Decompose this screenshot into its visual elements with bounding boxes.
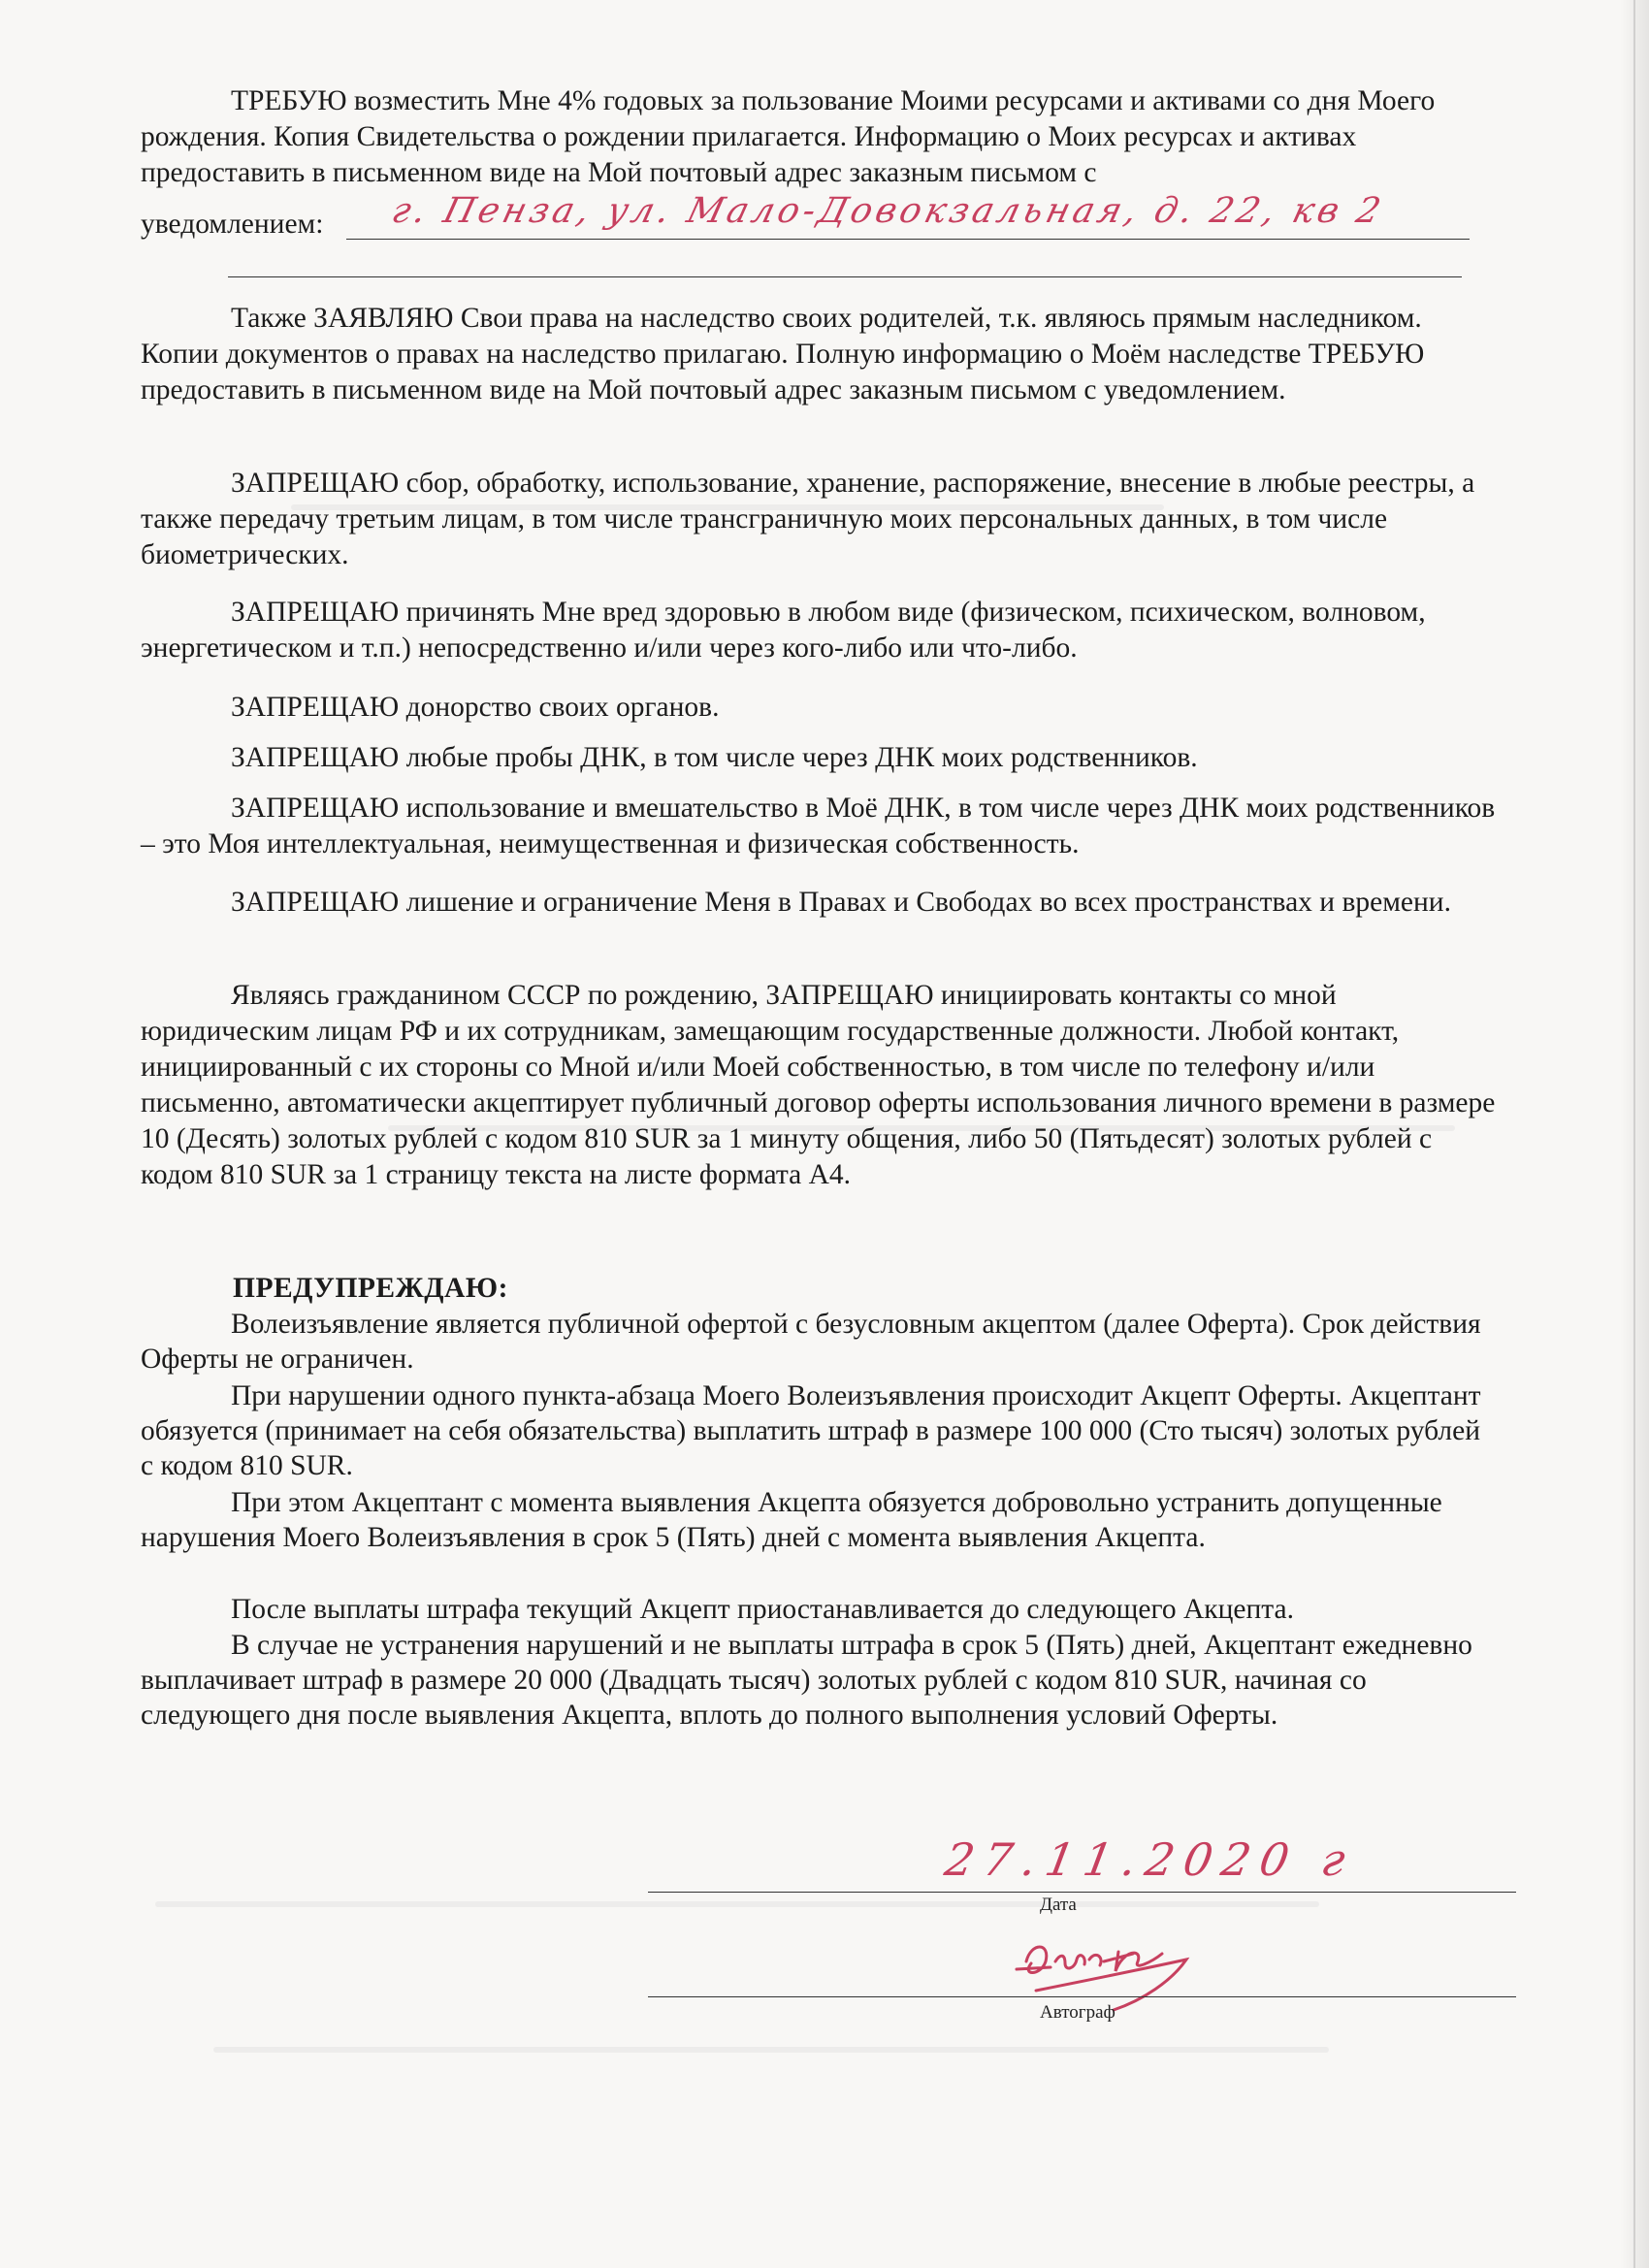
handwritten-date: 27.11.2020 г [941,1833,1360,1886]
warning-heading: ПРЕДУПРЕЖДАЮ: [233,1273,508,1304]
paragraph-inheritance: Также ЗАЯВЛЯЮ Свои права на наследство своих родителей, т.к. являюсь прямым наследником. Копии документов о правах на наследство прилагаю. Полную информацию о Моём наследстве ТРЕБУЮ предоставить в письменном виде на Мой почтовый адрес заказным письмом с уведомлением. [141,303,1425,405]
address-underline [346,239,1470,240]
paragraph-health: ЗАПРЕЩАЮ причинять Мне вред здоровью в любом виде (физическом, психическом, волновом, энергетическом и т.п.) непосредственно и/или через кого-либо или что-либо. [141,597,1426,664]
paragraph-personal-data: ЗАПРЕЩАЮ сбор, обработку, использование, хранение, распоряжение, внесение в любые реестры, а также передачу третьим лицам, в том числе трансграничную моих персональных данных, в том числе биометрических. [141,468,1475,570]
warning-offer: Волеизъявление является публичной офертой с безусловным акцептом (далее Оферта). Срок действия Оферты не ограничен. [141,1309,1481,1375]
handwritten-address: г. Пенза, ул. Мало-Довокзальная, д. 22, кв 2 [387,191,1389,231]
paragraph-ussr-contacts: Являясь гражданином СССР по рождению, ЗАПРЕЩАЮ инициировать контакты со мной юридическим лицам РФ и их сотрудникам, замещающим государственные должности. Любой контакт, инициированный с их стороны со Мной и/или Моей собственностью, в том числе по телефону и/или письменно, автоматически акцептирует публичный договор оферты использования личного времени в размере 10 (Десять) золотых рублей с кодом 810 SUR за 1 минуту общения, либо 50 (Пятьдесят) золотых рублей с кодом 810 SUR за 1 страницу текста на листе формата А4. [141,980,1496,1190]
warning-daily-fine: В случае не устранения нарушений и не выплаты штрафа в срок 5 (Пять) дней, Акцептант ежедневно выплачивает штраф в размере 20 000 (Двадцать тысяч) золотых рублей с кодом 810 SUR, начиная со следующего дня после выявления Акцепта, вплоть до полного выполнения условий Оферты. [141,1630,1472,1731]
address-row [141,191,1470,245]
page-edge-line [1633,0,1635,2268]
paragraph-dna-tests: ЗАПРЕЩАЮ любые пробы ДНК, в том числе через ДНК моих родственников. [231,742,1198,773]
autograph-caption: Автограф [1040,2002,1116,2023]
warning-remedy: При этом Акцептант с момента выявления Акцепта обязуется добровольно устранить допущенные нарушения Моего Волеизъявления в срок 5 (Пять) дней с момента выявления Акцепта. [141,1487,1442,1553]
bleed-through-mark [155,1901,1319,1907]
paragraph-organ-donation: ЗАПРЕЩАЮ донорство своих органов. [231,692,720,723]
address-label: уведомлением: [141,209,324,240]
paragraph-demand-interest: ТРЕБУЮ возместить Мне 4% годовых за пользование Моими ресурсами и активами со дня Моего рождения. Копия Свидетельства о рождении прилагается. Информацию о Моих ресурсах и активах предоставить в письменном виде на Мой почтовый адрес заказным письмом с [141,85,1436,188]
address-underline-second [228,276,1462,277]
paragraph-dna-property: ЗАПРЕЩАЮ использование и вмешательство в Моё ДНК, в том числе через ДНК моих родственников – это Моя интеллектуальная, неимущественная и физическая собственность. [141,793,1496,859]
autograph-line [648,1996,1516,1997]
warning-suspension: После выплаты штрафа текущий Акцепт приостанавливается до следующего Акцепта. [231,1594,1294,1625]
date-caption: Дата [1040,1895,1077,1915]
date-line [648,1892,1516,1893]
paragraph-rights: ЗАПРЕЩАЮ лишение и ограничение Меня в Правах и Свободах во всех пространствах и времени. [231,887,1451,918]
bleed-through-mark [213,2047,1329,2053]
warning-acceptance: При нарушении одного пункта-абзаца Моего Волеизъявления происходит Акцепт Оферты. Акцептант обязуется (принимает на себя обязательства) выплатить штраф в размере 100 000 (Сто тысяч) золотых рублей с кодом 810 SUR. [141,1380,1481,1481]
